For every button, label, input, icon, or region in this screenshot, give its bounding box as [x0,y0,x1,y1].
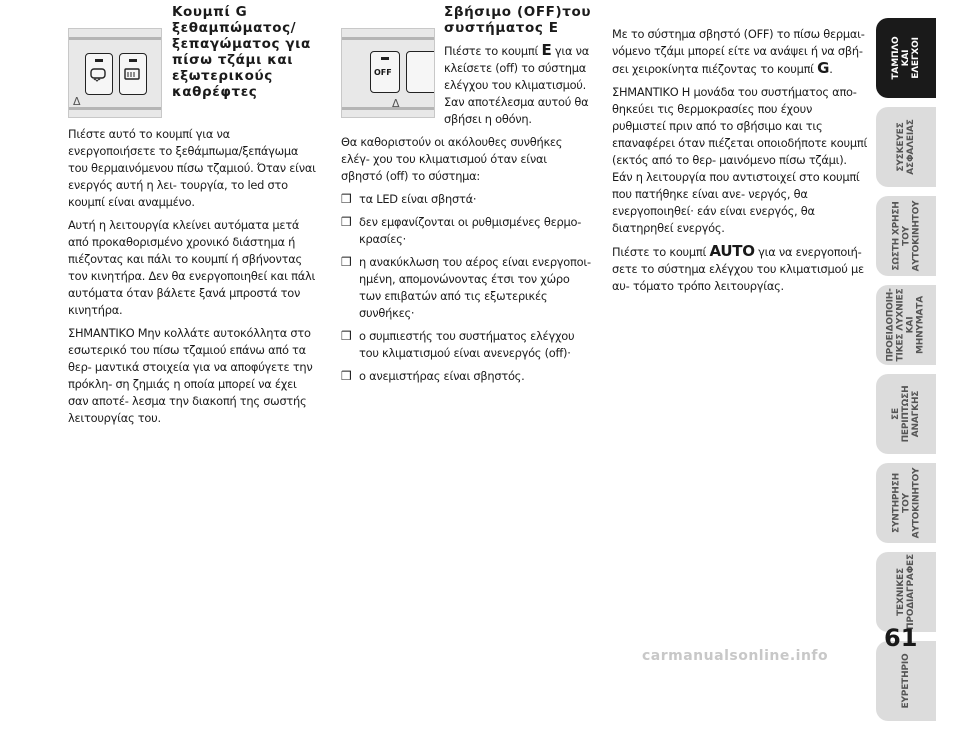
conditions-list [341,191,591,385]
description-auto-off: Αυτή η λειτουργία κλείνει αυτόματα μετά από προκαθορισμένο χρονικό διάστημα ή πιέζοντας και πάλι το κουμπί ή σβήνοντας τον κινητήρα. Δεν θα ενεργοποιηθεί και πάλι αυτόματα όταν βάλετε ξανά μπροστά τον κινητήρα. [68,218,316,317]
list-item: ❒ ο συμπιεστής του συστήματος ελέγχου του κλιματισμού είναι ανενεργός (off)· [341,329,575,360]
section-heading-g: Κουμπί G ξεθαμπώματος/ ξεπαγώματος για πίσω τζάμι και εξωτερικούς καθρέφτες [172,4,311,100]
rear-window-defrost-icon [124,68,140,82]
off-label: OFF [374,68,392,77]
auto-instructions: Πιέστε το κουμπί AUTO για να ενεργοποιή- σετε το σύστημα ελέγχου του κλιματισμού με αυ- τόματο τρόπο λειτουργίας. [612,242,864,293]
tab-emergency[interactable]: ΣΕ ΠΕΡΙΠΤΩΣΗ ΑΝΑΓΚΗΣ [876,374,936,454]
manual-rear-window-text: Με το σύστημα σβηστό (OFF) το πίσω θερμαι- νόμενο τζάμι μπορεί είτε να ανάψει ή να σβή- σει χειροκίνητα πιέζοντας το κουμπί G. [612,27,865,77]
mirror-defrost-button [85,53,113,95]
important-memory-note: ΣΗΜΑΝΤΙΚΟ Η μονάδα του συστήματος απο- θηκεύει τις θερμοκρασίες που έχουν ρυθμιστεί πριν από το σβήσιμο και τις επαναφέρει όταν πιέζεται οποιοδήποτε κουμπί (εκτός από το θερ- μαινόμενο πίσω τζάμι). Εάν η λειτουργία που αντιστοιχεί στο κουμπί που πατήθηκε είναι ανε- νεργός, θα ενεργοποιηθεί· εάν είναι ενεργός, θα διατηρηθεί ενεργός. [612,85,868,235]
rear-defrost-button-illustration [68,28,162,118]
tab-dashboard-controls[interactable]: ΤΑΜΠΛΟ ΚΑΙ ΕΛΕΓΧΟΙ [876,18,936,98]
conditions-intro: Θα καθοριστούν οι ακόλουθες συνθήκες ελέγ- χου του κλιματισμού όταν είναι σβηστό (off) το σύστημα: [341,135,563,183]
list-item: ❒ δεν εμφανίζονται οι ρυθμισμένες θερμο- κρασίες· [341,215,582,246]
list-item: ❒ τα LED είναι σβηστά· [341,192,477,206]
rear-window-defrost-button [119,53,147,95]
tab-index[interactable]: ΕΥΡΕΤΗΡΙΟ [876,641,936,721]
description-defrost: Πιέστε αυτό το κουμπί για να ενεργοποιήσετε το ξεθάμπωμα/ξεπάγωμα του θερμαινόμενου πίσω τζαμιού. Όταν είναι ενεργός αυτή η λει- τουργία, το led στο κουμπί είναι αναμμένο. [68,127,316,209]
important-note: ΣΗΜΑΝΤΙΚΟ Μην κολλάτε αυτοκόλλητα στο εσωτερικό του πίσω τζαμιού επάνω από τα θερ- μαντικά στοιχεία για να αποφύγετε την πρόκλη- ση ζημιάς η οποία μπορεί να έχει σαν αποτέ- λεσμα την διακοπή της σωστής λειτουργίας του. [68,326,313,425]
page-number: 61 [884,624,918,652]
watermark: carmanualsonline.info [642,648,829,664]
tab-correct-use[interactable]: ΣΩΣΤΗ ΧΡΗΣΗ ΤΟΥ ΑΥΤΟΚΙΝΗΤΟΥ [876,196,936,276]
triangle-marker: Δ [73,95,81,108]
off-instructions: Πιέστε το κουμπί E για να κλείσετε (off) το σύστημα ελέγχου του κλιματισμού. Σαν αποτέλεσμα αυτού θα σβήσει η οθόνη. [444,41,589,126]
triangle-marker: Δ [392,97,400,110]
tab-warning-lights[interactable]: ΠΡΟΕΙΔΟΠΟΙΗ- ΤΙΚΕΣ ΛΥΧΝΙΕΣ ΚΑΙ ΜΗΝΥΜΑΤΑ [876,285,936,365]
tab-maintenance[interactable]: ΣΥΝΤΗΡΗΣΗ ΤΟΥ ΑΥΤΟΚΙΝΗΤΟΥ [876,463,936,543]
list-item: ❒ ο ανεμιστήρας είναι σβηστός. [341,369,525,383]
section-heading-off: Σβήσιμο (OFF)του συστήματος E [444,4,592,36]
mirror-defrost-icon [90,68,106,82]
tab-technical-specs[interactable]: ΤΕΧΝΙΚΕΣ ΠΡΟΔΙΑΓΡΑΦΕΣ [876,552,936,632]
tab-safety-devices[interactable]: ΣΥΣΚΕΥΕΣ ΑΣΦΑΛΕΙΑΣ [876,107,936,187]
list-item: ❒ η ανακύκλωση του αέρος είναι ενεργοποι- ημένη, απομονώνοντας έτσι τον χώρο των επιβατών από τις εξωτερικές συνθήκες· [341,255,591,320]
